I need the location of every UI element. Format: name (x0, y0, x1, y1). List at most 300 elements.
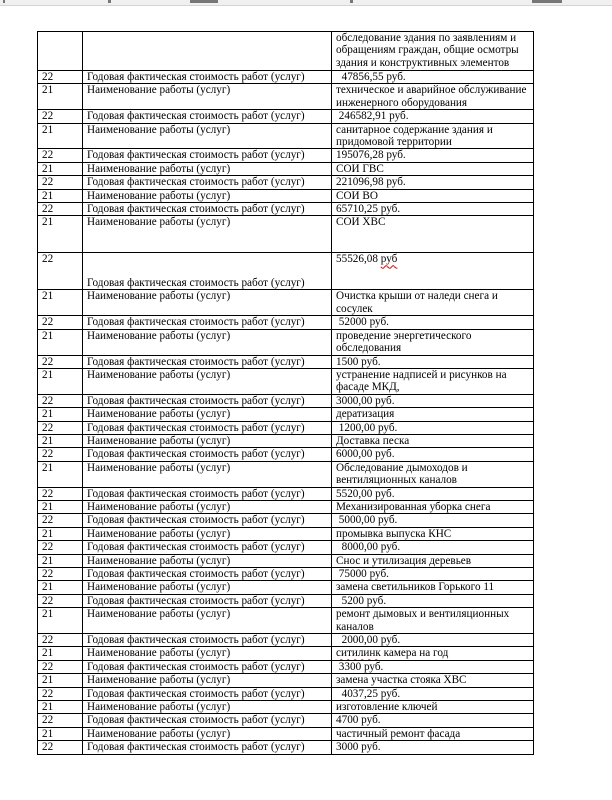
row-code-cell (38, 71, 83, 84)
row-label-cell (83, 487, 332, 500)
row-label: Годовая фактическая стоимость работ (услуг) (87, 355, 305, 368)
row-label: Наименование работы (услуг) (87, 701, 231, 714)
work-cost-row (38, 687, 534, 700)
row-value-cell (332, 84, 534, 110)
row-label: Наименование работы (услуг) (87, 216, 231, 229)
row-code: 22 (42, 687, 54, 700)
row-value-cell (332, 634, 534, 647)
row-code: 21 (42, 554, 54, 567)
ruler-tick (190, 0, 218, 3)
row-code: 21 (42, 290, 54, 303)
row-value: замена светильников Горького 11 (336, 581, 495, 594)
work-cost-row (38, 176, 534, 189)
row-value: промывка выпуска КНС (336, 527, 452, 540)
row-label-cell (83, 647, 332, 660)
row-label: Годовая фактическая стоимость работ (услуг) (87, 634, 305, 647)
ruler-bar (0, 0, 612, 6)
row-value: техническое и аварийное обслуживание инженерного оборудования (336, 84, 530, 109)
row-value: проведение энергетического обследования (336, 329, 475, 355)
row-value: обследование здания по заявлениям и обращениям граждан, общие осмотры здания и конструктивных элементов (336, 32, 522, 69)
row-label: Наименование работы (услуг) (87, 368, 231, 381)
row-code: 21 (42, 434, 54, 447)
row-value: 195076,28 руб. (336, 149, 406, 162)
row-label-cell (83, 674, 332, 687)
row-code: 22 (42, 203, 54, 216)
row-value: Доставка песка (336, 434, 410, 447)
row-code: 22 (42, 176, 54, 189)
row-label: Наименование работы (услуг) (87, 461, 231, 474)
row-value: 5200 руб. (336, 594, 387, 607)
row-value: СОИ ГВС (336, 162, 384, 175)
row-value: 1200,00 руб. (336, 421, 398, 434)
row-value-cell (332, 487, 534, 500)
row-label: Наименование работы (услуг) (87, 581, 231, 594)
row-code: 22 (42, 487, 54, 500)
row-code: 21 (42, 123, 54, 136)
row-code-cell (38, 368, 83, 394)
row-label: Наименование работы (услуг) (87, 290, 231, 303)
row-label-cell (83, 355, 332, 368)
work-name-row (38, 527, 534, 540)
row-label-cell (83, 461, 332, 487)
row-code: 22 (42, 514, 54, 527)
work-name-row (38, 290, 534, 316)
row-code-cell (38, 421, 83, 434)
row-code-cell (38, 162, 83, 175)
row-value-cell (332, 329, 534, 355)
row-code-cell (38, 461, 83, 487)
row-code: 22 (42, 448, 54, 461)
row-value-cell (332, 149, 534, 162)
work-name-row (38, 434, 534, 447)
row-label: Годовая фактическая стоимость работ (услуг) (87, 149, 305, 162)
spellcheck-flagged-word[interactable]: ситилинк (336, 647, 381, 660)
row-value: камера на год (380, 647, 449, 660)
row-value: 5520,00 руб. (336, 487, 395, 500)
row-code-cell (38, 714, 83, 727)
row-label-cell (83, 189, 332, 202)
row-value: СОИ ВО (336, 189, 378, 202)
row-code-cell (38, 290, 83, 316)
row-value: 4037,25 руб. (336, 687, 401, 700)
work-name-row (38, 554, 534, 567)
row-code-cell (38, 527, 83, 540)
work-cost-row (38, 487, 534, 500)
row-code: 22 (42, 71, 54, 83)
row-label: Наименование работы (услуг) (87, 500, 231, 513)
row-code: 22 (42, 634, 54, 647)
row-value-cell (332, 714, 534, 727)
row-value-cell (332, 421, 534, 434)
row-value-cell (332, 189, 534, 202)
row-code: 22 (42, 316, 54, 329)
ruler-tick (532, 0, 562, 3)
row-label-cell (83, 71, 332, 84)
row-value-cell (332, 32, 534, 71)
row-code: 21 (42, 162, 54, 175)
spellcheck-flagged-word[interactable]: руб (380, 253, 398, 266)
work-cost-row (38, 514, 534, 527)
row-value: 75000 руб. (336, 568, 389, 580)
row-value-cell (332, 434, 534, 447)
row-label-cell (83, 434, 332, 447)
row-value: 3300 руб. (336, 660, 384, 673)
row-value-cell (332, 71, 534, 84)
work-cost-row (38, 316, 534, 329)
row-value-cell (332, 687, 534, 700)
row-label: Наименование работы (услуг) (87, 647, 231, 660)
row-value: Снос и утилизация деревьев (336, 554, 472, 567)
row-code-cell (38, 189, 83, 202)
row-label: Годовая фактическая стоимость работ (услуг) (87, 203, 305, 216)
work-name-row (38, 581, 534, 594)
row-label-cell (83, 84, 332, 110)
row-label-cell (83, 568, 332, 581)
work-name-row (38, 608, 534, 634)
row-code-cell (38, 110, 83, 123)
row-value: устранение надписей и рисунков на фасаде МКД, (336, 368, 510, 394)
work-cost-row (38, 660, 534, 673)
row-code-cell (38, 594, 83, 607)
row-label: Годовая фактическая стоимость работ (услуг) (87, 568, 305, 580)
row-code-cell (38, 541, 83, 554)
row-code-cell (38, 329, 83, 355)
row-label: Годовая фактическая стоимость работ (услуг) (87, 714, 305, 727)
row-code-cell (38, 434, 83, 447)
row-value-cell (332, 741, 534, 754)
work-name-row (38, 701, 534, 714)
row-value: частичный ремонт фасада (336, 727, 461, 740)
row-value-cell (332, 216, 534, 253)
row-label-cell (83, 514, 332, 527)
row-value-cell (332, 674, 534, 687)
row-value-cell (332, 581, 534, 594)
row-code: 21 (42, 674, 54, 687)
row-label: Годовая фактическая стоимость работ (услуг) (87, 277, 305, 290)
row-value-cell (332, 176, 534, 189)
row-code-cell (38, 448, 83, 461)
work-cost-row (38, 355, 534, 368)
row-code: 21 (42, 461, 54, 474)
row-value-cell (332, 394, 534, 407)
row-label-cell (83, 687, 332, 700)
row-value: 2000,00 руб. (336, 634, 401, 647)
row-label-cell (83, 554, 332, 567)
row-label-cell (83, 448, 332, 461)
row-label: Годовая фактическая стоимость работ (услуг) (87, 448, 305, 461)
row-code-cell (38, 216, 83, 253)
row-code-cell (38, 687, 83, 700)
row-label-cell (83, 634, 332, 647)
row-label: Наименование работы (услуг) (87, 162, 231, 175)
row-label-cell (83, 701, 332, 714)
row-code: 21 (42, 500, 54, 513)
row-label-cell (83, 527, 332, 540)
row-value: изготовление ключей (336, 701, 438, 714)
row-code-cell (38, 176, 83, 189)
row-value-cell (332, 461, 534, 487)
row-label-cell (83, 714, 332, 727)
row-label-cell (83, 660, 332, 673)
row-label-cell (83, 541, 332, 554)
row-label: Годовая фактическая стоимость работ (услуг) (87, 71, 305, 83)
row-code: 22 (42, 541, 54, 554)
row-code: 21 (42, 329, 54, 342)
row-label: Годовая фактическая стоимость работ (услуг) (87, 687, 305, 700)
row-label: Годовая фактическая стоимость работ (услуг) (87, 421, 305, 434)
row-label-cell (83, 394, 332, 407)
row-code: 22 (42, 741, 54, 754)
row-value: 246582,91 руб. (336, 110, 409, 123)
row-value-cell (332, 110, 534, 123)
row-code: 21 (42, 408, 54, 421)
row-label-cell (83, 581, 332, 594)
row-label: Годовая фактическая стоимость работ (услуг) (87, 316, 305, 329)
row-code-cell (38, 32, 83, 71)
row-value-cell (332, 701, 534, 714)
row-code: 22 (42, 110, 54, 123)
row-label: Годовая фактическая стоимость работ (услуг) (87, 660, 305, 673)
row-label: Годовая фактическая стоимость работ (услуг) (87, 394, 305, 407)
row-value-cell (332, 527, 534, 540)
row-value-cell (332, 448, 534, 461)
row-value-cell (332, 203, 534, 216)
row-label: Годовая фактическая стоимость работ (услуг) (87, 541, 305, 554)
row-label-cell (83, 162, 332, 175)
work-name-row (38, 123, 534, 149)
row-label-cell (83, 32, 332, 71)
row-label-cell (83, 176, 332, 189)
work-cost-row (38, 149, 534, 162)
row-value: СОИ ХВС (336, 216, 386, 229)
row-value-cell (332, 541, 534, 554)
work-cost-row (38, 594, 534, 607)
row-code: 21 (42, 368, 54, 381)
row-label-cell (83, 123, 332, 149)
row-label: Годовая фактическая стоимость работ (услуг) (87, 176, 305, 189)
row-label: Наименование работы (услуг) (87, 554, 231, 567)
row-label-cell (83, 290, 332, 316)
row-code-cell (38, 701, 83, 714)
row-label-cell (83, 253, 332, 290)
row-code: 22 (42, 594, 54, 607)
row-code: 22 (42, 714, 54, 727)
row-label: Наименование работы (услуг) (87, 408, 231, 421)
row-code: 22 (42, 355, 54, 368)
row-label-cell (83, 316, 332, 329)
row-label-cell (83, 368, 332, 394)
row-code-cell (38, 647, 83, 660)
ruler-tick (108, 0, 111, 3)
row-value: 52000 руб. (336, 316, 389, 329)
row-label: Наименование работы (услуг) (87, 527, 231, 540)
row-value-cell (332, 727, 534, 740)
ruler-tick (350, 0, 353, 3)
row-label-cell (83, 149, 332, 162)
row-value: замена участка стояка ХВС (336, 674, 467, 687)
work-cost-row (38, 541, 534, 554)
row-label: Наименование работы (услуг) (87, 329, 231, 342)
row-label-cell (83, 421, 332, 434)
row-label-cell (83, 741, 332, 754)
work-name-row (38, 162, 534, 175)
row-value-cell (332, 408, 534, 421)
work-cost-row (38, 714, 534, 727)
row-value: 55526,08 (336, 253, 381, 266)
row-label-cell (83, 500, 332, 513)
row-code-cell (38, 568, 83, 581)
row-code-cell (38, 741, 83, 754)
work-name-row (38, 500, 534, 513)
row-code-cell (38, 408, 83, 421)
row-code-cell (38, 727, 83, 740)
row-label-cell (83, 408, 332, 421)
row-code-cell (38, 487, 83, 500)
row-value: Очистка крыши от наледи снега и сосулек (336, 290, 501, 315)
row-code-cell (38, 203, 83, 216)
row-label: Годовая фактическая стоимость работ (услуг) (87, 110, 305, 123)
work-cost-row (38, 110, 534, 123)
work-name-row (38, 216, 534, 253)
work-cost-row (38, 394, 534, 407)
row-code: 21 (42, 216, 54, 229)
row-code: 21 (42, 527, 54, 540)
row-value: 221096,98 руб. (336, 176, 406, 189)
row-value: 65710,25 руб. (336, 203, 401, 216)
row-code-cell (38, 123, 83, 149)
row-label-cell (83, 110, 332, 123)
work-name-row (38, 727, 534, 740)
work-cost-row (38, 634, 534, 647)
row-value-cell (332, 162, 534, 175)
row-value-cell (332, 568, 534, 581)
row-value: 8000,00 руб. (336, 541, 401, 554)
row-code-cell (38, 316, 83, 329)
row-code-cell (38, 674, 83, 687)
works-table-body (38, 32, 534, 755)
row-code-cell (38, 608, 83, 634)
row-code-cell (38, 149, 83, 162)
row-label: Годовая фактическая стоимость работ (услуг) (87, 487, 305, 500)
row-label-cell (83, 203, 332, 216)
row-value-cell (332, 594, 534, 607)
row-value: дератизация (336, 408, 395, 421)
row-value-cell (332, 368, 534, 394)
row-label: Наименование работы (услуг) (87, 727, 231, 740)
row-code-cell (38, 84, 83, 110)
row-value: 47856,55 руб. (336, 71, 406, 83)
row-value-cell (332, 514, 534, 527)
work-name-row (38, 461, 534, 487)
row-value: ремонт дымовых и вентиляционных каналов (336, 608, 512, 633)
row-code-cell (38, 514, 83, 527)
row-code-cell (38, 554, 83, 567)
work-name-row (38, 368, 534, 394)
row-code: 21 (42, 608, 54, 621)
work-name-row (38, 674, 534, 687)
row-label: Наименование работы (услуг) (87, 84, 231, 97)
work-name-row (38, 408, 534, 421)
row-value: 5000,00 руб. (336, 514, 398, 527)
row-code: 21 (42, 727, 54, 740)
ruler-tick (3, 0, 5, 3)
work-cost-row (38, 568, 534, 581)
row-label: Наименование работы (услуг) (87, 189, 231, 202)
row-code: 22 (42, 421, 54, 434)
row-value: 3000 руб. (336, 741, 381, 754)
row-code: 21 (42, 189, 54, 202)
work-cost-row (38, 253, 534, 290)
row-code: 21 (42, 647, 54, 660)
row-value-cell (332, 355, 534, 368)
work-cost-row (38, 741, 534, 754)
row-code-cell (38, 253, 83, 290)
row-label-cell (83, 608, 332, 634)
row-value-cell (332, 316, 534, 329)
work-cost-row (38, 421, 534, 434)
row-value: Механизированная уборка снега (336, 500, 491, 513)
row-label-cell (83, 216, 332, 253)
work-cost-row (38, 203, 534, 216)
work-cost-row (38, 71, 534, 84)
row-value-cell (332, 608, 534, 634)
row-label-cell (83, 329, 332, 355)
row-value: Обследование дымоходов и вентиляционных каналов (336, 461, 471, 487)
row-value: 4700 руб. (336, 714, 381, 727)
work-name-row (38, 84, 534, 110)
row-code: 22 (42, 394, 54, 407)
row-code: 22 (42, 660, 54, 673)
row-code: 21 (42, 701, 54, 714)
row-value-cell (332, 500, 534, 513)
row-value-cell (332, 647, 534, 660)
row-value: санитарное содержание здания и придомовой территории (336, 123, 496, 149)
row-value-cell (332, 290, 534, 316)
row-value: 3000,00 руб. (336, 394, 395, 407)
row-code-cell (38, 634, 83, 647)
row-label: Наименование работы (услуг) (87, 608, 231, 621)
row-value-cell (332, 554, 534, 567)
row-label-cell (83, 727, 332, 740)
row-label: Наименование работы (услуг) (87, 434, 231, 447)
row-value: 6000,00 руб. (336, 448, 395, 461)
table-row (38, 32, 534, 71)
row-code-cell (38, 355, 83, 368)
row-code-cell (38, 394, 83, 407)
row-code-cell (38, 581, 83, 594)
row-code: 22 (42, 149, 54, 162)
row-label: Наименование работы (услуг) (87, 674, 231, 687)
row-code: 22 (42, 253, 54, 266)
row-value-cell (332, 123, 534, 149)
row-value: 1500 руб. (336, 355, 381, 368)
work-name-row (38, 329, 534, 355)
row-code: 21 (42, 581, 54, 594)
work-name-row (38, 647, 534, 660)
row-code-cell (38, 660, 83, 673)
row-value-cell (332, 660, 534, 673)
works-table (37, 31, 534, 755)
row-code: 21 (42, 84, 54, 97)
row-label: Годовая фактическая стоимость работ (услуг) (87, 514, 305, 527)
row-code: 22 (42, 568, 54, 580)
row-label: Годовая фактическая стоимость работ (услуг) (87, 594, 305, 607)
row-label-cell (83, 594, 332, 607)
row-label: Наименование работы (услуг) (87, 123, 231, 136)
row-label: Годовая фактическая стоимость работ (услуг) (87, 741, 305, 754)
row-value-cell (332, 253, 534, 290)
row-code-cell (38, 500, 83, 513)
